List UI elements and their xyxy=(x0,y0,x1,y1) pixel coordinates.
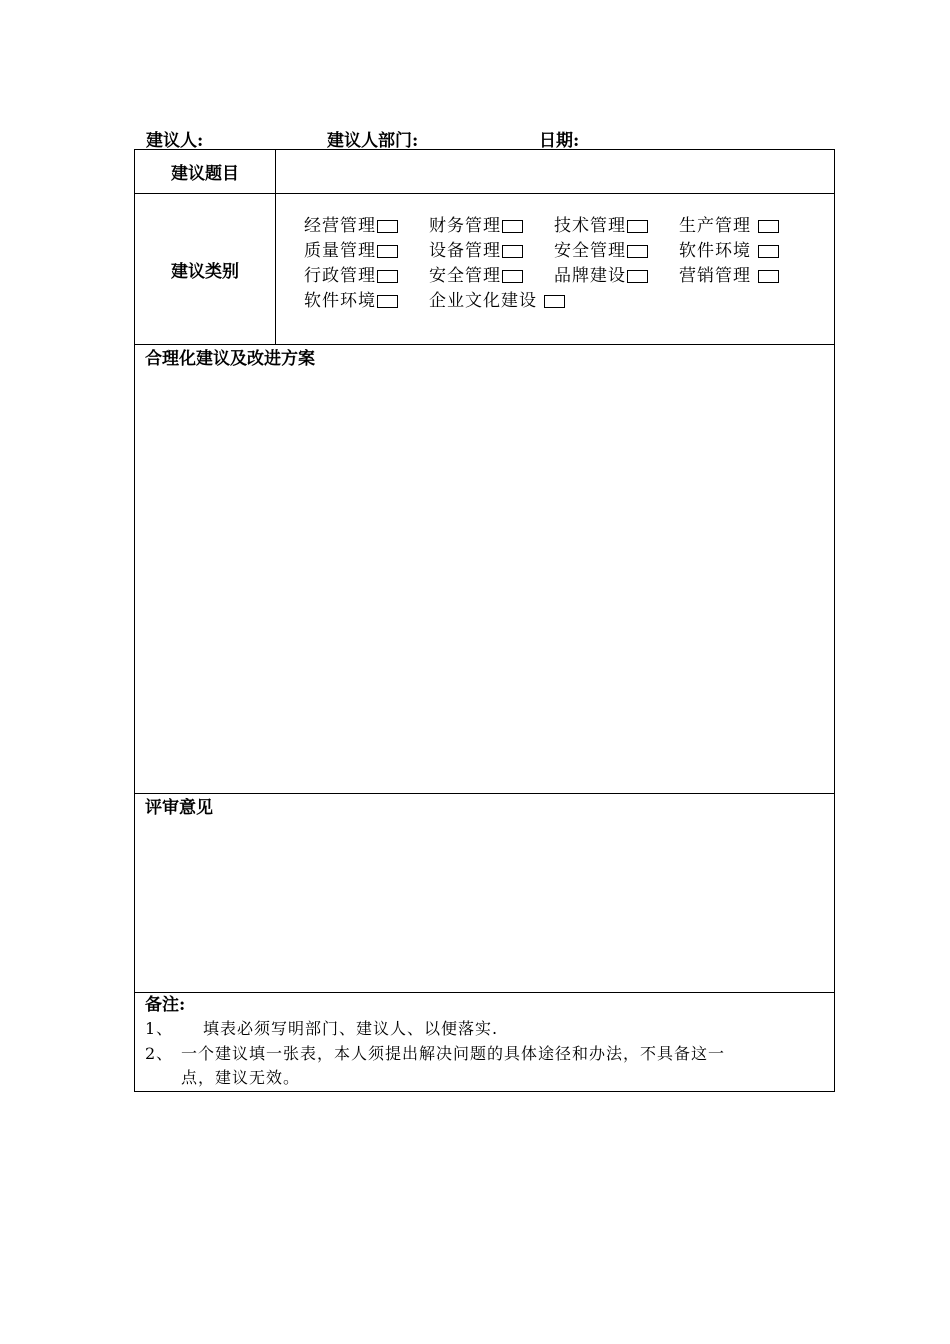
category-row xyxy=(304,264,834,289)
category-option-label: 技术管理 xyxy=(554,216,626,236)
note-text: 一个建议填一张表，本人须提出解决问题的具体途径和办法，不具备这一 xyxy=(181,1044,726,1063)
checkbox[interactable] xyxy=(377,295,398,308)
checkbox[interactable] xyxy=(502,220,523,233)
category-option[interactable] xyxy=(429,289,629,314)
category-option[interactable] xyxy=(304,239,429,264)
plan-section[interactable] xyxy=(135,345,835,794)
category-option[interactable] xyxy=(679,239,804,264)
category-option-label: 安全管理 xyxy=(554,241,626,261)
category-row xyxy=(304,239,834,264)
checkbox[interactable] xyxy=(544,295,565,308)
checkbox[interactable] xyxy=(627,245,648,258)
checkbox[interactable] xyxy=(377,270,398,283)
category-option[interactable] xyxy=(554,264,679,289)
department-label: 建议人部门: xyxy=(327,131,419,151)
checkbox[interactable] xyxy=(758,270,779,283)
category-option[interactable] xyxy=(679,264,804,289)
title-input-cell[interactable] xyxy=(276,150,835,194)
category-row xyxy=(304,289,834,314)
category-option-label: 软件环境 xyxy=(304,291,376,311)
category-option-label: 行政管理 xyxy=(304,266,376,286)
checkbox[interactable] xyxy=(377,245,398,258)
category-options-cell xyxy=(276,194,835,345)
category-label: 建议类别 xyxy=(135,194,276,345)
category-option[interactable] xyxy=(429,264,554,289)
checkbox[interactable] xyxy=(377,220,398,233)
category-option[interactable] xyxy=(304,264,429,289)
title-label: 建议题目 xyxy=(135,150,276,194)
checkbox[interactable] xyxy=(627,220,648,233)
note-number: 1、 xyxy=(145,1019,174,1038)
checkbox[interactable] xyxy=(627,270,648,283)
category-option-label: 设备管理 xyxy=(429,241,501,261)
form-header xyxy=(0,126,950,151)
category-option[interactable] xyxy=(304,289,429,314)
note-item xyxy=(145,1016,826,1041)
review-section[interactable] xyxy=(135,794,835,993)
note-continuation: 点，建议无效。 xyxy=(181,1068,301,1087)
category-option[interactable] xyxy=(679,214,804,239)
proposer-label: 建议人: xyxy=(146,131,204,151)
category-option-label: 安全管理 xyxy=(429,266,501,286)
category-option-label: 生产管理 xyxy=(679,216,751,236)
suggestion-form-table xyxy=(134,149,835,1092)
note-number: 2、 xyxy=(145,1044,174,1063)
category-option-label: 软件环境 xyxy=(679,241,751,261)
category-option-label: 经营管理 xyxy=(304,216,376,236)
checkbox[interactable] xyxy=(758,245,779,258)
checkbox[interactable] xyxy=(758,220,779,233)
category-option-label: 营销管理 xyxy=(679,266,751,286)
note-text: 填表必须写明部门、建议人、以便落实. xyxy=(203,1019,499,1038)
category-option[interactable] xyxy=(429,239,554,264)
category-row xyxy=(304,214,834,239)
notes-label: 备注: xyxy=(145,995,186,1015)
category-option[interactable] xyxy=(304,214,429,239)
category-option[interactable] xyxy=(554,239,679,264)
category-option-label: 质量管理 xyxy=(304,241,376,261)
category-option[interactable] xyxy=(554,214,679,239)
notes-section xyxy=(135,993,835,1092)
category-option-label: 品牌建设 xyxy=(554,266,626,286)
review-label: 评审意见 xyxy=(145,798,213,818)
plan-label: 合理化建议及改进方案 xyxy=(145,349,315,369)
checkbox[interactable] xyxy=(502,270,523,283)
note-item xyxy=(145,1041,826,1066)
category-option[interactable] xyxy=(429,214,554,239)
category-option-label: 财务管理 xyxy=(429,216,501,236)
checkbox[interactable] xyxy=(502,245,523,258)
category-option-label: 企业文化建设 xyxy=(429,291,537,311)
date-label: 日期: xyxy=(539,131,580,151)
